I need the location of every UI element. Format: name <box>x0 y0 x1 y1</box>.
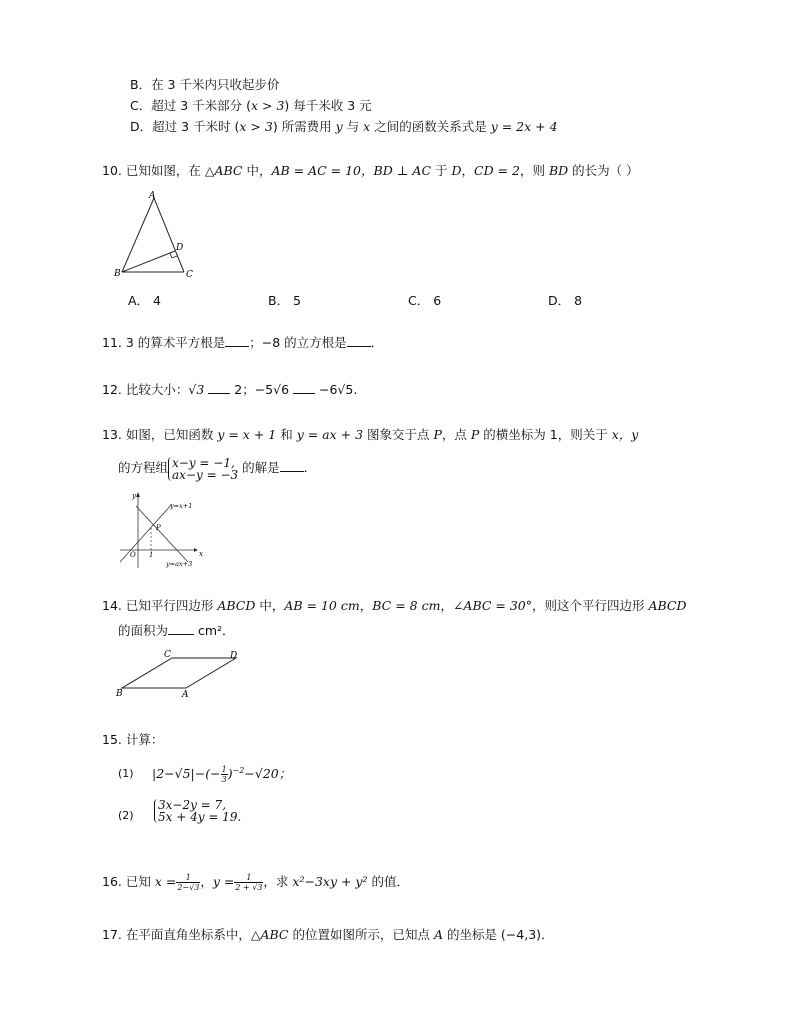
answer-blank <box>208 381 230 394</box>
q13-function-graph <box>114 490 204 572</box>
option-d-prev <box>130 118 558 136</box>
q15-part-2-system <box>154 799 241 823</box>
q12-text-2: 2；−5√6 <box>230 382 290 397</box>
answer-blank <box>280 459 304 472</box>
q17-text: 17. 在平面直角坐标系中， <box>102 927 251 942</box>
equation-2: ax−y = −3 <box>172 467 239 482</box>
question-number: 10. <box>102 163 122 178</box>
q14-sep: ， <box>359 598 373 613</box>
option-d-text: D．超过 3 千米时 ( <box>130 119 240 134</box>
label-d: D <box>230 651 238 661</box>
q13-function-2: y = ax + 3 <box>296 427 364 442</box>
question-13-line-1 <box>102 426 638 444</box>
equation-system <box>168 457 238 481</box>
q15-part-1-expression <box>152 762 291 784</box>
option-d-text-2: ) 所需费用 <box>272 119 336 134</box>
q12-sqrt3: √3 <box>188 382 205 397</box>
q14-parallelogram <box>112 648 250 698</box>
q12-text: 12. 比较大小： <box>102 382 189 397</box>
point-p-label: P <box>156 524 161 532</box>
q10-choice-b: B． 5 <box>268 293 302 308</box>
fraction-numerator: 1 <box>221 765 227 775</box>
question-12 <box>102 381 357 399</box>
option-c-math: x > 3 <box>250 98 285 113</box>
q13-point-p: P <box>433 427 442 442</box>
question-15-title: 15. 计算： <box>102 732 164 747</box>
q14-angle: ∠ABC = 30° <box>452 598 532 613</box>
question-16 <box>102 870 409 894</box>
q13-text-7: 的解是 <box>238 460 280 475</box>
fraction-denominator-2: 2 + √3 <box>235 883 263 892</box>
expr-exponent: −2 <box>232 766 245 775</box>
question-17 <box>102 926 554 944</box>
q16-text: 16. 已知 <box>102 874 155 889</box>
q13-text-6: 的方程组 <box>118 460 169 475</box>
fraction-numerator: 1 <box>176 873 200 883</box>
fraction-numerator-2: 1 <box>234 873 263 883</box>
q10-choice-d: D． 8 <box>548 293 583 308</box>
option-d-text-3: 与 <box>342 119 364 134</box>
q12-text-3: −6√5. <box>315 382 358 397</box>
line-y-ax-plus-3 <box>136 506 188 562</box>
q16-text-2: ，求 <box>263 874 293 889</box>
q14-abcd: ABCD <box>217 598 256 613</box>
q16-x-eq: x = <box>154 874 177 889</box>
right-angle-mark <box>170 253 177 258</box>
q13-text-5: 的横坐标为 1，则关于 <box>479 427 612 442</box>
q10-text-3: 于 <box>431 163 452 178</box>
q13-text-4: ，点 <box>441 427 471 442</box>
q14-text-4: 的面积为 <box>118 623 169 638</box>
q10-point-d: D <box>451 163 462 178</box>
label-a: A <box>182 690 189 698</box>
line-2-label: y=ax+3 <box>166 560 193 568</box>
q11-text: 11. 3 的算术平方根是 <box>102 335 226 350</box>
q15-part-1-label: (1) <box>118 767 134 780</box>
x-axis-arrow <box>194 548 198 552</box>
q16-sep: ， <box>200 874 213 889</box>
q13-function-1: y = x + 1 <box>217 427 277 442</box>
q14-sep-2: ， <box>440 598 453 613</box>
label-c: C <box>186 270 193 280</box>
option-c-prev <box>130 97 372 115</box>
q14-abcd-2: ABCD <box>648 598 687 613</box>
q11-text-2: ；−8 的立方根是 <box>249 335 347 350</box>
equation-1: x−y = −1, <box>172 455 235 470</box>
q13-text: 13. 如图，已知函数 <box>102 427 218 442</box>
equation-2: 5x + 4y = 19. <box>158 810 242 824</box>
q10-text-5: ，则 <box>519 163 549 178</box>
parallelogram-shape <box>122 658 236 688</box>
line-1-label: y=x+1 <box>170 502 193 510</box>
q13-point-p-2: P <box>470 427 480 442</box>
q14-text-2: 中， <box>255 598 285 613</box>
answer-blank <box>168 622 194 635</box>
q16-expression: x²−3xy + y² <box>292 874 368 889</box>
q17-triangle: △ABC <box>250 927 289 942</box>
option-d-x: x <box>363 119 371 134</box>
question-11 <box>102 334 383 352</box>
q14-bc: BC = 8 cm <box>372 598 441 613</box>
equation-system <box>154 799 241 823</box>
q10-cd: CD = 2 <box>474 163 520 178</box>
q10-text-6: 的长为（ ） <box>568 163 639 178</box>
x-label: x <box>199 550 203 558</box>
option-d-math: x > 3 <box>239 119 273 134</box>
option-c-text: C．超过 3 千米部分 ( <box>130 98 251 113</box>
y-axis-arrow <box>136 492 140 497</box>
q13-text-8: ． <box>303 460 317 475</box>
origin-label: O <box>130 551 136 559</box>
q13-text-3: 图象交于点 <box>363 427 434 442</box>
option-c-text-2: ) 每千米收 3 元 <box>284 98 372 113</box>
q16-y-eq: y = <box>212 874 235 889</box>
option-d-formula: y = 2x + 4 <box>490 119 558 134</box>
q10-choice-c: C． 6 <box>408 293 442 308</box>
q13-variables: x，y <box>611 427 639 442</box>
q17-text-2: 的位置如图所示，已知点 <box>288 927 434 942</box>
q10-choice-a: A． 4 <box>128 293 161 308</box>
q10-text-4: ， <box>461 163 475 178</box>
expr-part-2: −√20； <box>244 766 292 782</box>
label-a: A <box>149 191 156 201</box>
answer-blank-2 <box>347 334 371 347</box>
q14-text-3: ，则这个平行四边形 <box>532 598 649 613</box>
y-label: y <box>132 492 136 500</box>
q10-triangle-figure <box>112 188 202 280</box>
q10-bd: BD <box>548 163 569 178</box>
q17-text-3: 的坐标是 (−4,3)． <box>442 927 554 942</box>
q16-x-fraction <box>176 873 200 892</box>
q16-text-3: 的值． <box>367 874 409 889</box>
q10-triangle: △ABC <box>204 163 243 178</box>
q14-text-5: cm²． <box>194 623 235 638</box>
expr-part: |2−√5|− <box>152 766 206 782</box>
q10-text-2: 中， <box>242 163 272 178</box>
equation-1: 3x−2y = 7, <box>158 798 227 812</box>
q14-text: 14. 已知平行四边形 <box>102 598 218 613</box>
question-14-line-2 <box>118 622 235 640</box>
q11-text-3: ． <box>370 335 384 350</box>
q13-text-2: 和 <box>276 427 297 442</box>
fraction-denominator: 3 <box>221 775 227 785</box>
answer-blank <box>225 334 249 347</box>
q17-point-a: A <box>433 927 443 942</box>
question-14-line-1 <box>102 597 687 615</box>
label-d: D <box>176 243 184 253</box>
q10-condition: AB = AC = 10，BD ⊥ AC <box>271 163 432 178</box>
answer-blank-2 <box>293 381 315 394</box>
question-10 <box>102 162 639 180</box>
label-c: C <box>164 650 171 660</box>
expr-fraction <box>221 765 228 784</box>
question-13-line-2 <box>118 455 316 481</box>
side-ac <box>154 198 184 272</box>
expr-close: ) <box>227 766 233 782</box>
line-y-x-plus-1 <box>120 504 172 562</box>
option-b-prev: B．在 3 千米内只收起步价 <box>130 77 280 92</box>
fraction-denominator: 2−√3 <box>177 883 200 892</box>
q15-part-2-label: (2) <box>118 809 134 822</box>
q10-text: 已知如图，在 <box>121 163 205 178</box>
tick-1-label: 1 <box>149 551 154 559</box>
label-b: B <box>114 269 121 279</box>
option-d-y: y <box>335 119 343 134</box>
expr-open: (− <box>205 766 221 782</box>
label-b: B <box>116 689 123 698</box>
q14-ab: AB = 10 cm <box>284 598 360 613</box>
option-d-text-4: 之间的函数关系式是 <box>370 119 491 134</box>
q16-y-fraction <box>234 873 263 892</box>
